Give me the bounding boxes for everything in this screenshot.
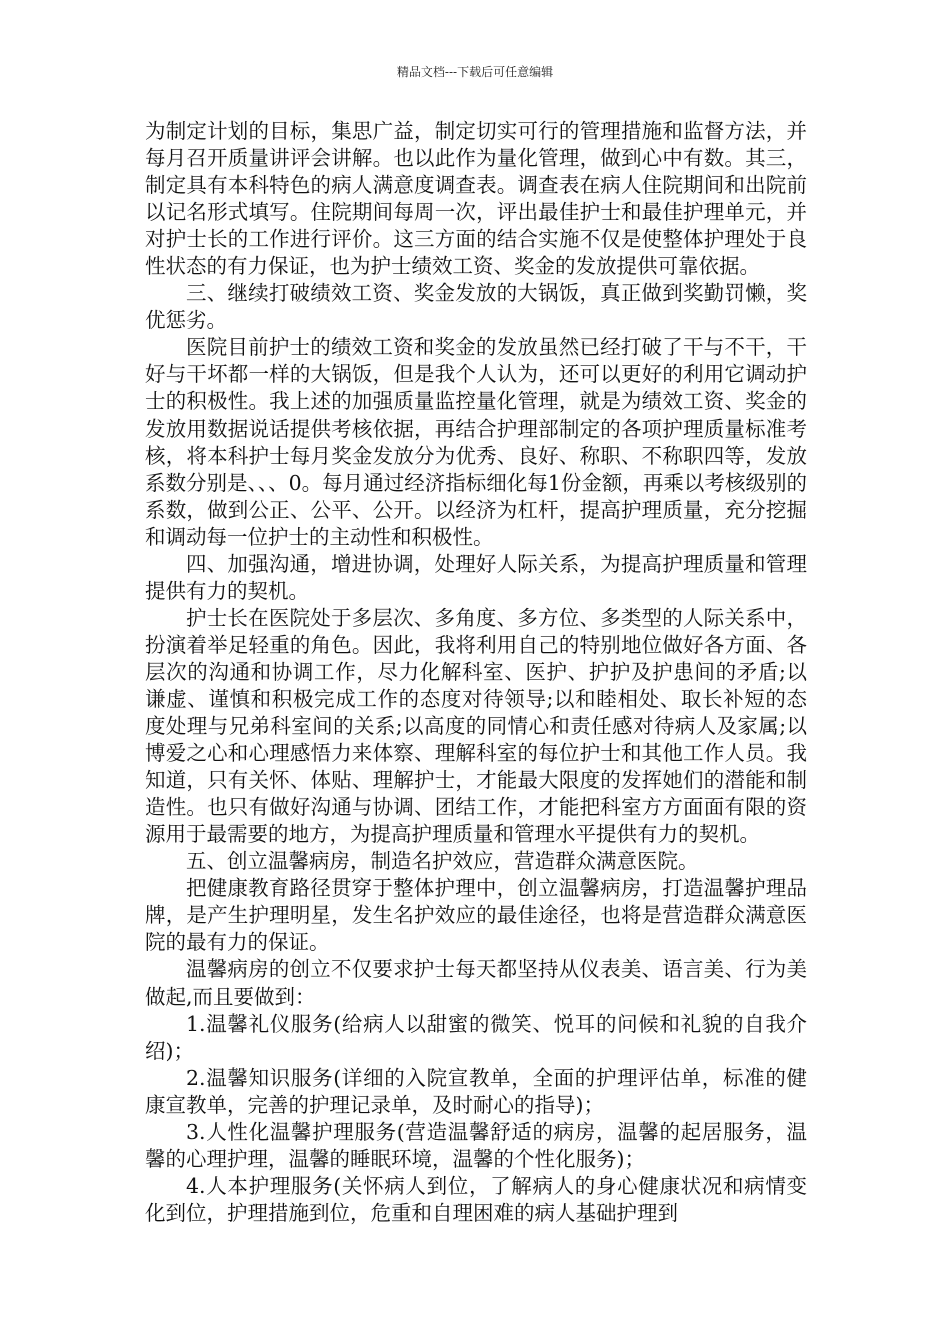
paragraph-3: 医院目前护士的绩效工资和奖金的发放虽然已经打破了干与不干，干好与干坏都一样的大锅饭，但是我个人认为，还可以更好的利用它调动护士的积极性。我上述的加强质量监控量化管理，就是为绩效工资、奖金的发放用数据说话提供考核依据，再结合护理部制定的各项护理质量标准考核，将本科护士每月奖金发放分为优秀、良好、称职、不称职四等，发放系数分别是、、、0。每月通过经济指标细化每1份金额，再乘以考核级别的系数，做到公正、公平、公开。以经济为杠杆，提高护理质量，充分挖掘和调动每一位护士的主动性和积极性。	[145, 335, 807, 549]
list-item-2: 2.温馨知识服务(详细的入院宣教单，全面的护理评估单，标准的健康宣教单，完善的护理记录单，及时耐心的指导)；	[145, 1065, 807, 1117]
list-item-1: 1.温馨礼仪服务(给病人以甜蜜的微笑、悦耳的问候和礼貌的自我介绍)；	[145, 1011, 807, 1063]
paragraph-1: 为制定计划的目标，集思广益，制定切实可行的管理措施和监督方法，并每月召开质量讲评会讲解。也以此作为量化管理，做到心中有数。其三，制定具有本科特色的病人满意度调查表。调查表在病人住院期间和出院前以记名形式填写。住院期间每周一次，评出最佳护士和最佳护理单元，并对护士长的工作进行评价。这三方面的结合实施不仅是使整体护理处于良性状态的有力保证，也为护士绩效工资、奖金的发放提供可靠依据。	[145, 119, 807, 279]
paragraph-4: 四、加强沟通，增进协调，处理好人际关系，为提高护理质量和管理提供有力的契机。	[145, 551, 807, 603]
paragraph-5: 护士长在医院处于多层次、多角度、多方位、多类型的人际关系中，扮演着举足轻重的角色。因此，我将利用自己的特别地位做好各方面、各层次的沟通和协调工作，尽力化解科室、医护、护护及护患间的矛盾;以谦虚、谨慎和积极完成工作的态度对待领导;以和睦相处、取长补短的态度处理与兄弟科室间的关系;以高度的同情心和责任感对待病人及家属;以博爱之心和心理感悟力来体察、理解科室的每位护士和其他工作人员。我知道，只有关怀、体贴、理解护士，才能最大限度的发挥她们的潜能和制造性。也只有做好沟通与协调、团结工作，才能把科室方方面面有限的资源用于最需要的地方，为提高护理质量和管理水平提供有力的契机。	[145, 605, 807, 847]
document-body	[145, 118, 807, 1227]
paragraph-8: 温馨病房的创立不仅要求护士每天都坚持从仪表美、语言美、行为美做起,而且要做到：	[145, 957, 807, 1009]
list-item-4: 4.人本护理服务(关怀病人到位，了解病人的身心健康状况和病情变化到位，护理措施到位，危重和自理困难的病人基础护理到	[145, 1173, 807, 1225]
list-item-3: 3.人性化温馨护理服务(营造温馨舒适的病房，温馨的起居服务，温馨的心理护理，温馨的睡眠环境，温馨的个性化服务)；	[145, 1119, 807, 1171]
paragraph-7: 把健康教育路径贯穿于整体护理中，创立温馨病房，打造温馨护理品牌，是产生护理明星，发生名护效应的最佳途径，也将是营造群众满意医院的最有力的保证。	[145, 876, 807, 955]
paragraph-2: 三、继续打破绩效工资、奖金发放的大锅饭，真正做到奖勤罚懒，奖优惩劣。	[145, 281, 807, 333]
paragraph-6: 五、创立温馨病房，制造名护效应，营造群众满意医院。	[186, 849, 699, 874]
page-header: 精品文档---下载后可任意编辑	[396, 65, 554, 79]
